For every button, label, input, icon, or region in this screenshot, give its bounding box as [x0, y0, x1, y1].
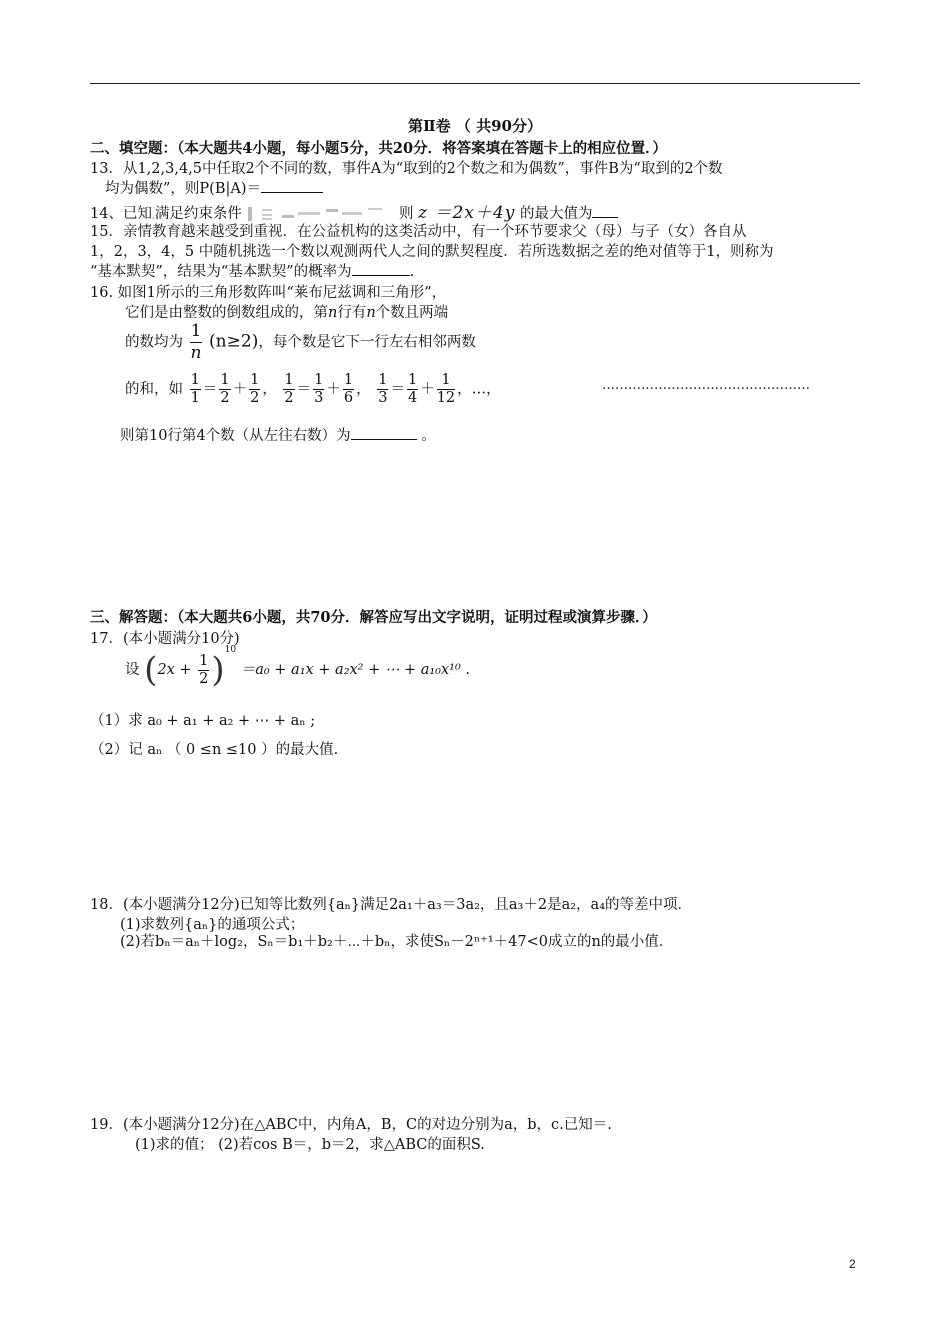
eq: ＝ — [202, 381, 218, 398]
frac-1-3: $\frac{1}{3}$ — [314, 372, 324, 406]
q17-part1: （1）求 a₀ + a₁ + a₂ + ⋯ + aₙ ; — [90, 713, 316, 729]
eq: ＝ — [390, 381, 405, 398]
sep: ， — [262, 381, 277, 398]
eq: ＝ — [296, 381, 312, 398]
q15-answer-blank — [352, 261, 410, 276]
sep: ， — [356, 381, 371, 398]
q17-expansion: 设 (2x + $\frac{1}{2}$ )$^{10}$ ＝a₀ + a₁x + a₂x² + ⋯ + a₁₀x¹⁰ . — [125, 645, 471, 690]
q16-l4a: 的和，如 — [125, 381, 183, 398]
frac-1-12: $\frac{1}{12}$ — [436, 372, 456, 406]
q15-end: . — [409, 264, 415, 280]
top-rule — [90, 83, 860, 84]
fraction-1-over-n: $\frac{1}{n}$ — [190, 321, 202, 363]
frac-1-6: $\frac{1}{6}$ — [343, 372, 354, 406]
q14-mid: 满足约束条件 — [154, 206, 242, 222]
q17-lhs: 2x + — [157, 662, 192, 678]
q16-l3a: 的数均为 — [125, 334, 183, 351]
q17-exponent: 10 — [224, 645, 237, 656]
q14-answer-blank — [592, 203, 618, 218]
frac-1-2c: $\frac{1}{2}$ — [284, 372, 294, 406]
q16-l5b: 。 — [421, 428, 436, 444]
q16-l2b: 行有 — [337, 305, 367, 321]
q13-answer-blank — [261, 178, 323, 193]
q14-pre: 14、已知 — [90, 206, 152, 222]
frac-1-1: $\frac{1}{1}$ — [190, 372, 200, 406]
section-title: 第Ⅱ卷 （ 共90分） — [408, 117, 542, 135]
solve-heading: 三、解答题：（本大题共6小题，共70分．解答应写出文字说明，证明过程或演算步骤．） — [90, 609, 657, 626]
tail: ，…， — [457, 381, 501, 398]
fill-heading: 二、填空题：（本大题共4小题，每小题5分，共20分．将答案填在答题卡上的相应位置．） — [90, 140, 667, 157]
objective-expression: z ＝2x＋4y — [418, 203, 516, 223]
q16-l2c: 个数且两端 — [375, 305, 449, 321]
q15-line2: 1，2，3，4，5 中随机挑选一个数以观测两代人之间的默契程度．若所选数据之差的绝对值等于1，则称为 — [90, 244, 774, 260]
plus: ＋ — [232, 381, 248, 398]
q16-line2 — [125, 301, 448, 322]
frac-1-2-lhs: $\frac{1}{2}$ — [199, 652, 209, 687]
q16-line3 — [125, 321, 476, 364]
q16-answer-blank — [351, 425, 417, 440]
q14-line: 14、已知,满足约束条件 则 z ＝2x＋4y 的最大值为 — [90, 198, 618, 223]
frac-1-2: $\frac{1}{2}$ — [220, 372, 230, 406]
frac-1-3b: $\frac{1}{3}$ — [378, 372, 388, 406]
frac-1-2b: $\frac{1}{2}$ — [250, 372, 260, 406]
var-n: n — [328, 305, 338, 321]
q14-post: 的最大值为 — [519, 206, 593, 222]
figure-placeholder-dots: ………………………………………… — [602, 378, 810, 393]
q17-rhs: ＝a₀ + a₁x + a₂x² + ⋯ + a₁₀x¹⁰ . — [240, 662, 471, 678]
q13-line2 — [105, 177, 323, 198]
q16-condition: (n≥2) — [209, 331, 259, 352]
frac-1-4: $\frac{1}{4}$ — [407, 372, 418, 406]
plus: ＋ — [326, 381, 341, 398]
q18-line2: (1)求数列{aₙ}的通项公式； — [120, 917, 305, 933]
q15-line3 — [90, 260, 414, 281]
q17-title: 17．(本小题满分10分) — [90, 631, 240, 647]
q13-line1: 13．从1,2,3,4,5中任取2个不同的数，事件A为“取到的2个数之和为偶数”，事件B为“取到的2个数 — [90, 161, 723, 177]
q13-text: 均为偶数”，则P(B|A)＝ — [105, 181, 261, 197]
q17-part2: （2）记 aₙ （ 0 ≤n ≤10 ）的最大值. — [90, 742, 339, 758]
q16-l3b: ，每个数是它下一行左右相邻两数 — [258, 334, 476, 351]
q15-text: “基本默契”，结果为“基本默契”的概率为 — [90, 264, 352, 280]
q15-line1: 15．亲情教育越来越受到重视．在公益机构的这类活动中，有一个环节要求父（母）与子（女）各自从 — [90, 224, 747, 240]
q16-line5 — [120, 424, 436, 445]
q19-line2: (1)求的值； (2)若cos B＝，b＝2，求△ABC的面积S. — [135, 1137, 485, 1153]
q16-l5a: 则第10行第4个数（从左往右数）为 — [120, 428, 351, 444]
q17-set: 设 — [125, 662, 140, 678]
q16-line1: 16. 如图1所示的三角形数阵叫“莱布尼兹调和三角形”， — [90, 285, 447, 301]
q19-line1: 19．(本小题满分12分)在△ABC中，内角A，B，C的对边分别为a，b，c.已知＝. — [90, 1117, 612, 1133]
q14-then: 则 — [399, 206, 414, 222]
page-number: 2 — [849, 1257, 856, 1271]
q16-l2a: 它们是由整数的倒数组成的，第 — [125, 305, 328, 321]
plus: ＋ — [420, 381, 435, 398]
q18-line1: 18．(本小题满分12分)已知等比数列{aₙ}满足2a₁＋a₃＝3a₂，且a₃＋2是a₂，a₄的等差中项． — [90, 897, 693, 913]
q18-line3: (2)若bₙ＝aₙ＋log₂，Sₙ＝b₁＋b₂＋⋯＋bₙ，求使Sₙ－2ⁿ⁺¹＋47<0成立的n的最小值． — [120, 934, 674, 950]
var-n: n — [366, 305, 376, 321]
q16-line4 — [125, 372, 501, 407]
